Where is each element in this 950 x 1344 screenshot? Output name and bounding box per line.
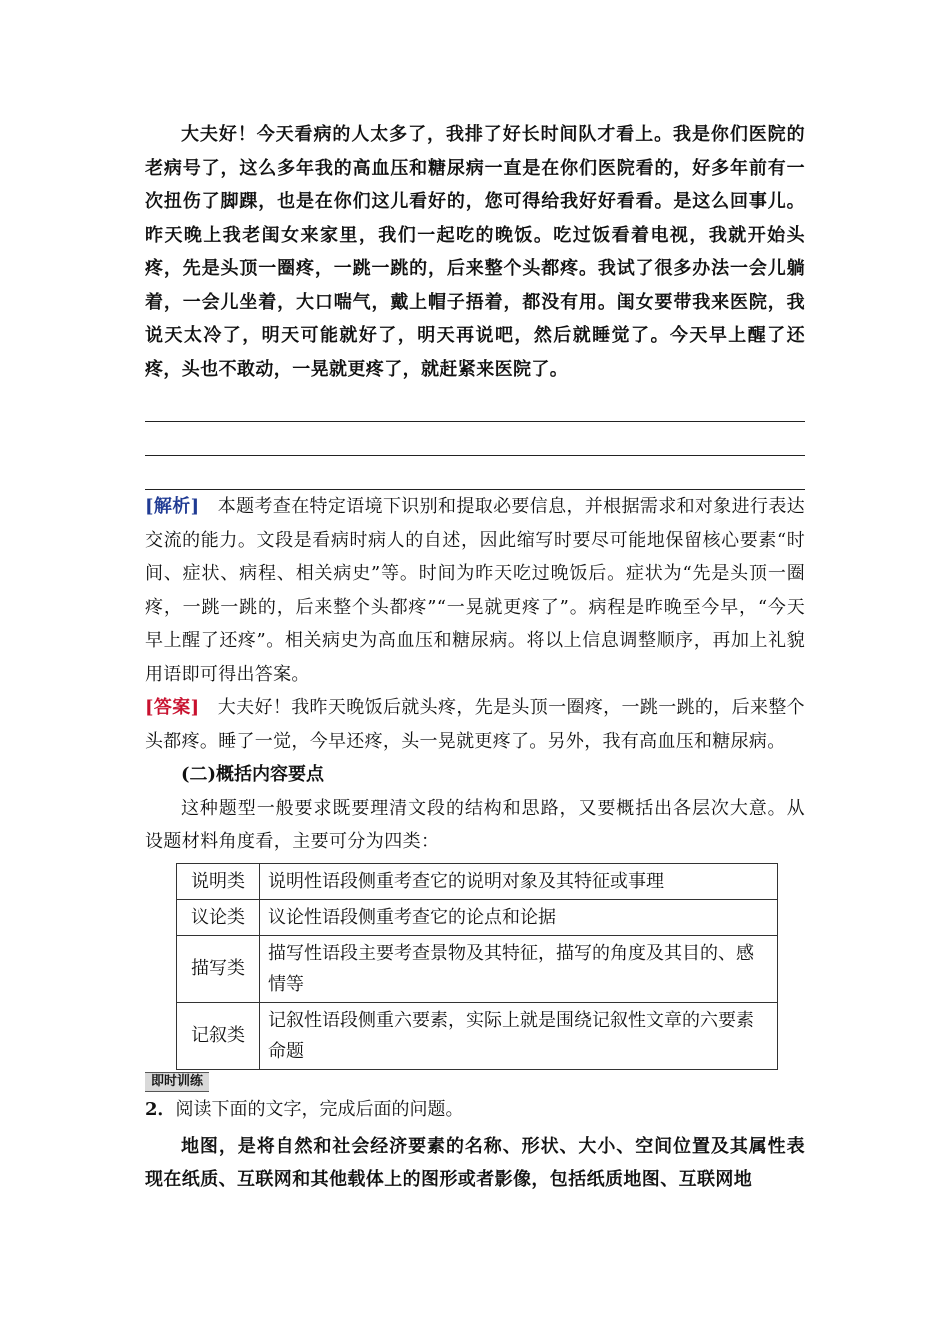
reading-passage: 大夫好！今天看病的人太多了，我排了好长时间队才看上。我是你们医院的老病号了，这么多年我的高血压和糖尿病一直是在你们医院看的，好多年前有一次扭伤了脚踝，也是在你们这儿看好的，您可得给我好好看看。是这么回事儿。昨天晚上我老闺女来家里，我们一起吃的晚饭。吃过饭看着电视，我就开始头疼，先是头顶一圈疼，一跳一跳的，后来整个头都疼。我试了很多办法一会儿躺着，一会儿坐着，大口喘气，戴上帽子捂着，都没有用。闺女要带我来医院，我说天太冷了，明天可能就好了，明天再说吧，然后就睡觉了。今天早上醒了还疼，头也不敢动，一晃就更疼了，就赶紧来医院了。 xyxy=(145,124,805,380)
practice-banner: 即时训练 xyxy=(145,1072,209,1092)
section-intro: 这种题型一般要求既要理清文段的结构和思路，又要概括出各层次大意。从设题材料角度看，主要可分为四类： xyxy=(145,797,805,852)
type-desc-cell: 记叙性语段侧重六要素，实际上就是围绕记叙性文章的六要素命题 xyxy=(260,1002,778,1069)
document-page xyxy=(145,118,805,1197)
question-prompt: 阅读下面的文字，完成后面的问题。 xyxy=(175,1098,464,1120)
type-name-cell: 议论类 xyxy=(177,899,260,935)
type-desc-cell: 描写性语段主要考查景物及其特征，描写的角度及其目的、感情等 xyxy=(260,935,778,1002)
type-name-cell: 描写类 xyxy=(177,935,260,1002)
question-2 xyxy=(145,1092,805,1128)
table-row xyxy=(177,935,778,1002)
table-row xyxy=(177,863,778,899)
analysis-block xyxy=(145,490,805,691)
type-name-cell: 说明类 xyxy=(177,863,260,899)
passage-type-table xyxy=(176,863,778,1070)
type-name-cell: 记叙类 xyxy=(177,1002,260,1069)
answer-line[interactable] xyxy=(145,456,805,490)
analysis-text: 本题考查在特定语境下识别和提取必要信息，并根据需求和对象进行表达交流的能力。文段是看病时病人的自述，因此缩写时要尽可能地保留核心要素“时间、症状、病程、相关病史”等。时间为昨天吃过晚饭后。症状为“先是头顶一圈疼，一跳一跳的，后来整个头都疼”“一晃就更疼了”。病程是昨晚至今早，“今天早上醒了还疼”。相关病史为高血压和糖尿病。将以上信息调整顺序，再加上礼貌用语即可得出答案。 xyxy=(145,496,805,685)
analysis-label: [解析] xyxy=(145,496,200,517)
answer-block xyxy=(145,691,805,758)
answer-label: [答案] xyxy=(145,697,200,718)
answer-line[interactable] xyxy=(145,422,805,456)
section-heading: (二)概括内容要点 xyxy=(181,764,325,785)
answer-blank-lines xyxy=(145,388,805,490)
answer-text: 大夫好！我昨天晚饭后就头疼，先是头顶一圈疼，一跳一跳的，后来整个头都疼。睡了一觉，今早还疼，头一晃就更疼了。另外，我有高血压和糖尿病。 xyxy=(145,697,805,752)
question-number: 2． xyxy=(145,1098,176,1120)
table-row xyxy=(177,1002,778,1069)
type-desc-cell: 议论性语段侧重考查它的论点和论据 xyxy=(260,899,778,935)
table-row xyxy=(177,899,778,935)
type-desc-cell: 说明性语段侧重考查它的说明对象及其特征或事理 xyxy=(260,863,778,899)
answer-line[interactable] xyxy=(145,388,805,422)
question-passage: 地图，是将自然和社会经济要素的名称、形状、大小、空间位置及其属性表现在纸质、互联网和其他载体上的图形或者影像，包括纸质地图、互联网地 xyxy=(145,1135,805,1190)
